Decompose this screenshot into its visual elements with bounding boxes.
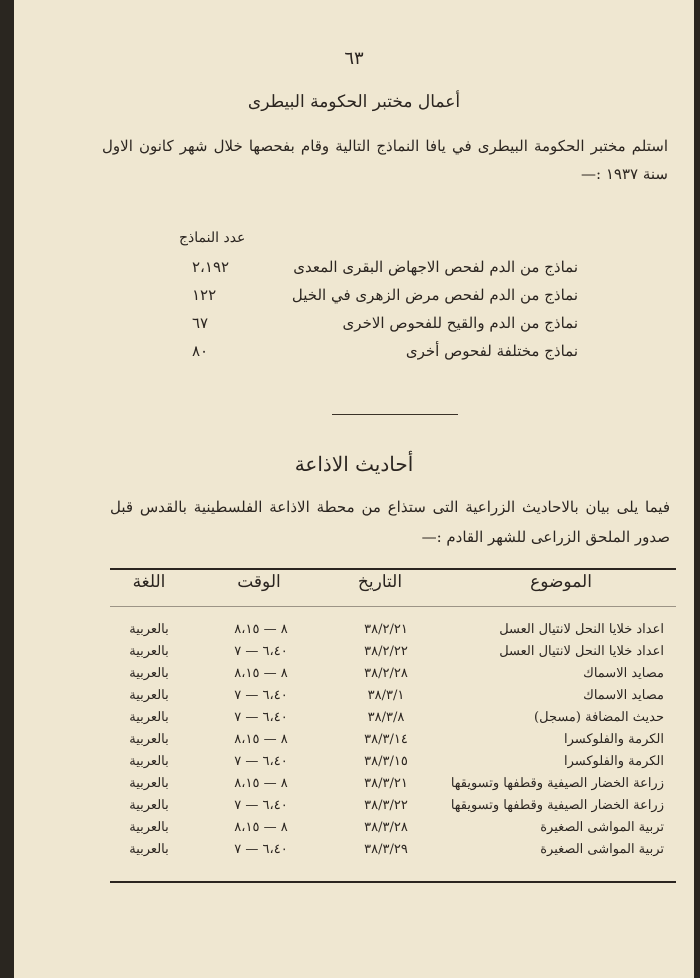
row-subject: تربية المواشى الصغيرة bbox=[540, 820, 664, 835]
sample-row bbox=[192, 342, 578, 370]
row-date: ٣٨/٢/٢٢ bbox=[364, 644, 408, 659]
samples-count-header: عدد النماذج bbox=[179, 230, 246, 246]
table-row bbox=[110, 622, 676, 644]
row-time: ٦،٤٠ — ٧ bbox=[234, 798, 288, 813]
section-title-lab: أعمال مختبر الحكومة البيطرى bbox=[247, 92, 461, 112]
sample-count: ٦٧ bbox=[192, 314, 209, 332]
row-time: ٨ — ٨،١٥ bbox=[234, 732, 288, 747]
row-language: بالعربية bbox=[129, 842, 169, 857]
row-subject: الكرمة والفلوكسرا bbox=[563, 732, 664, 747]
row-time: ٨ — ٨،١٥ bbox=[234, 622, 288, 637]
table-bottom-rule bbox=[110, 881, 676, 883]
row-subject: مصايد الاسماك bbox=[583, 688, 664, 703]
section-divider bbox=[332, 414, 458, 415]
table-row bbox=[110, 732, 676, 754]
table-row bbox=[110, 798, 676, 820]
row-time: ٦،٤٠ — ٧ bbox=[234, 710, 288, 725]
row-time: ٦،٤٠ — ٧ bbox=[234, 644, 288, 659]
table-top-rule bbox=[110, 568, 676, 570]
row-date: ٣٨/٣/٨ bbox=[367, 710, 405, 725]
row-date: ٣٨/٣/٢١ bbox=[364, 776, 408, 791]
row-date: ٣٨/٣/٢٢ bbox=[364, 798, 408, 813]
table-row bbox=[110, 644, 676, 666]
row-date: ٣٨/٣/٢٨ bbox=[364, 820, 408, 835]
section-title-broadcasts: أحاديث الاذاعة bbox=[294, 452, 414, 476]
row-language: بالعربية bbox=[129, 688, 169, 703]
table-row bbox=[110, 820, 676, 842]
row-date: ٣٨/٢/٢٨ bbox=[364, 666, 408, 681]
column-header-date: التاريخ bbox=[357, 572, 403, 592]
column-header-time: الوقت bbox=[237, 572, 281, 592]
sample-label: نماذج من الدم والقيح للفحوص الاخرى bbox=[342, 314, 578, 332]
table-row bbox=[110, 666, 676, 688]
table-row bbox=[110, 688, 676, 710]
table-row bbox=[110, 842, 676, 864]
table-row bbox=[110, 754, 676, 776]
row-subject: زراعة الخضار الصيفية وقطفها وتسويقها bbox=[450, 776, 664, 791]
broadcasts-paragraph: فيما يلى بيان بالاحاديث الزراعية التى ستذاع من محطة الاذاعة الفلسطينية بالقدس قبل صدور الملحق الزراعى للشهر القادم :— bbox=[110, 498, 670, 546]
row-date: ٣٨/٣/١٤ bbox=[364, 732, 408, 747]
row-date: ٣٨/٣/٢٩ bbox=[364, 842, 408, 857]
row-language: بالعربية bbox=[129, 820, 169, 835]
row-language: بالعربية bbox=[129, 776, 169, 791]
row-subject: زراعة الخضار الصيفية وقطفها وتسويقها bbox=[450, 798, 664, 813]
row-language: بالعربية bbox=[129, 732, 169, 747]
sample-label: نماذج مختلفة لفحوص أخرى bbox=[405, 342, 578, 360]
sample-row bbox=[192, 258, 578, 286]
column-header-language: اللغة bbox=[132, 572, 166, 592]
sample-count: ٢،١٩٢ bbox=[192, 258, 230, 276]
sample-row bbox=[192, 314, 578, 342]
sample-count: ٨٠ bbox=[192, 342, 209, 360]
row-time: ٦،٤٠ — ٧ bbox=[234, 754, 288, 769]
row-subject: مصايد الاسماك bbox=[583, 666, 664, 681]
row-language: بالعربية bbox=[129, 622, 169, 637]
row-date: ٣٨/٢/٢١ bbox=[364, 622, 408, 637]
row-subject: اعداد خلايا النحل لانتيال العسل bbox=[499, 622, 664, 637]
sample-row bbox=[192, 286, 578, 314]
row-subject: اعداد خلايا النحل لانتيال العسل bbox=[499, 644, 664, 659]
row-time: ٦،٤٠ — ٧ bbox=[234, 842, 288, 857]
row-subject: الكرمة والفلوكسرا bbox=[563, 754, 664, 769]
row-language: بالعربية bbox=[129, 644, 169, 659]
row-language: بالعربية bbox=[129, 710, 169, 725]
row-time: ٨ — ٨،١٥ bbox=[234, 820, 288, 835]
column-header-subject: الموضوع bbox=[530, 572, 592, 592]
row-time: ٦،٤٠ — ٧ bbox=[234, 688, 288, 703]
row-language: بالعربية bbox=[129, 798, 169, 813]
row-subject: حديث المضافة (مسجل) bbox=[534, 710, 664, 725]
table-row bbox=[110, 776, 676, 798]
lab-paragraph: استلم مختبر الحكومة البيطرى في يافا النماذج التالية وقام بفحصها خلال شهر كانون الاول سنة ١٩٣٧ :— bbox=[102, 137, 668, 183]
page-number: ٦٣ bbox=[344, 48, 364, 69]
table-header-rule bbox=[110, 606, 676, 607]
sample-label: نماذج من الدم لفحص الاجهاض البقرى المعدى bbox=[293, 258, 578, 276]
row-language: بالعربية bbox=[129, 754, 169, 769]
sample-count: ١٢٢ bbox=[192, 286, 217, 304]
row-date: ٣٨/٣/١ bbox=[367, 688, 405, 703]
document-page bbox=[14, 0, 694, 978]
row-date: ٣٨/٣/١٥ bbox=[364, 754, 408, 769]
row-language: بالعربية bbox=[129, 666, 169, 681]
row-subject: تربية المواشى الصغيرة bbox=[540, 842, 664, 857]
sample-label: نماذج من الدم لفحص مرض الزهرى في الخيل bbox=[291, 286, 578, 304]
row-time: ٨ — ٨،١٥ bbox=[234, 666, 288, 681]
table-row bbox=[110, 710, 676, 732]
row-time: ٨ — ٨،١٥ bbox=[234, 776, 288, 791]
